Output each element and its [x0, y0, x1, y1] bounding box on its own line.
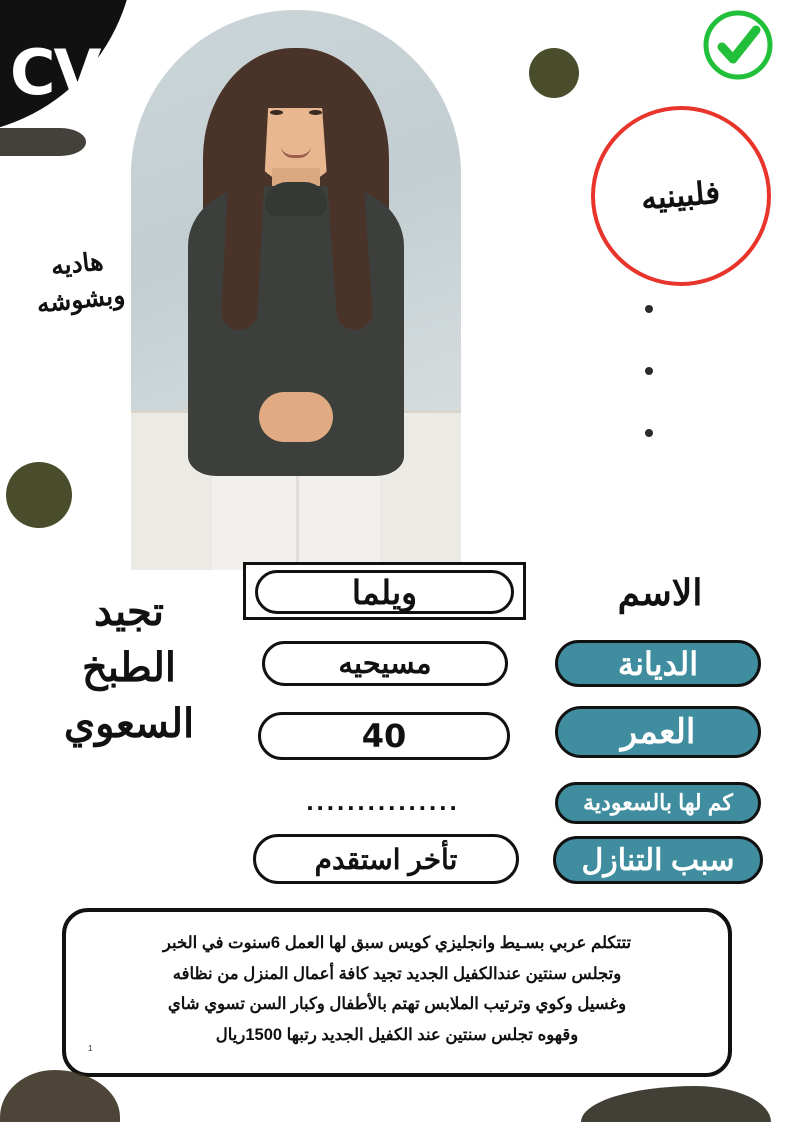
value-name: ويلما [255, 570, 514, 614]
decorative-smudge-bottom-left [0, 1070, 120, 1122]
personality-note [11, 239, 148, 325]
label-name: الاسم [617, 572, 703, 613]
nationality-label: فلبينيه [640, 174, 722, 217]
value-transfer-reason: تأخر استقدم [253, 834, 519, 884]
label-years-in-ksa: كم لها بالسعودية [555, 782, 761, 824]
bullet-dot [645, 305, 653, 313]
skills-line-3: السعوي [63, 702, 195, 746]
skills-note [28, 584, 230, 752]
skills-line-1: تجيد [93, 590, 165, 634]
bullet-dot [645, 367, 653, 375]
green-check-icon [701, 8, 775, 82]
applicant-photo [131, 10, 461, 570]
person-hands [259, 392, 333, 442]
olive-dot-top [529, 48, 579, 98]
personality-line-2: وبشوشه [35, 281, 127, 319]
person-eye-right [309, 110, 322, 115]
olive-dot-left [6, 462, 72, 528]
person-collar [265, 182, 327, 216]
notes-box [62, 908, 732, 1077]
label-transfer-reason: سبب التنازل [553, 836, 763, 884]
person-eye-left [270, 110, 283, 115]
cv-badge-label: CV [10, 36, 100, 109]
skills-line-2: الطبخ [81, 646, 176, 690]
notes-line-2: وتجلس سنتين عندالكفيل الجديد تجيد كافة أعمال المنزل من نظافه [172, 964, 622, 983]
bullet-list [639, 305, 653, 491]
label-religion: الديانة [555, 640, 761, 687]
value-years-in-ksa: ............... [306, 786, 460, 816]
decorative-smudge-bottom-right [581, 1086, 771, 1122]
bullet-dot [645, 429, 653, 437]
person-trousers [212, 460, 380, 570]
notes-line-1: تتتكلم عربي بسـيط وانجليزي كويس سبق لها العمل 6سنوت في الخبر [162, 934, 632, 952]
value-age: 40 [258, 712, 510, 760]
nationality-badge [591, 106, 771, 286]
notes-line-4: وقهوه تجلس سنتين عند الكفيل الجديد رتبها 1500ريال [215, 1025, 579, 1044]
decorative-smudge-top-left [0, 128, 86, 156]
value-religion: مسيحيه [262, 641, 508, 686]
personality-line-1: هاديه [49, 247, 105, 281]
notes-footnote: 1 [88, 1044, 93, 1054]
label-age: العمر [555, 706, 761, 758]
notes-line-3: وغسيل وكوي وترتيب الملابس تهتم بالأطفال وكبار السن تسوي شاي [167, 995, 627, 1014]
